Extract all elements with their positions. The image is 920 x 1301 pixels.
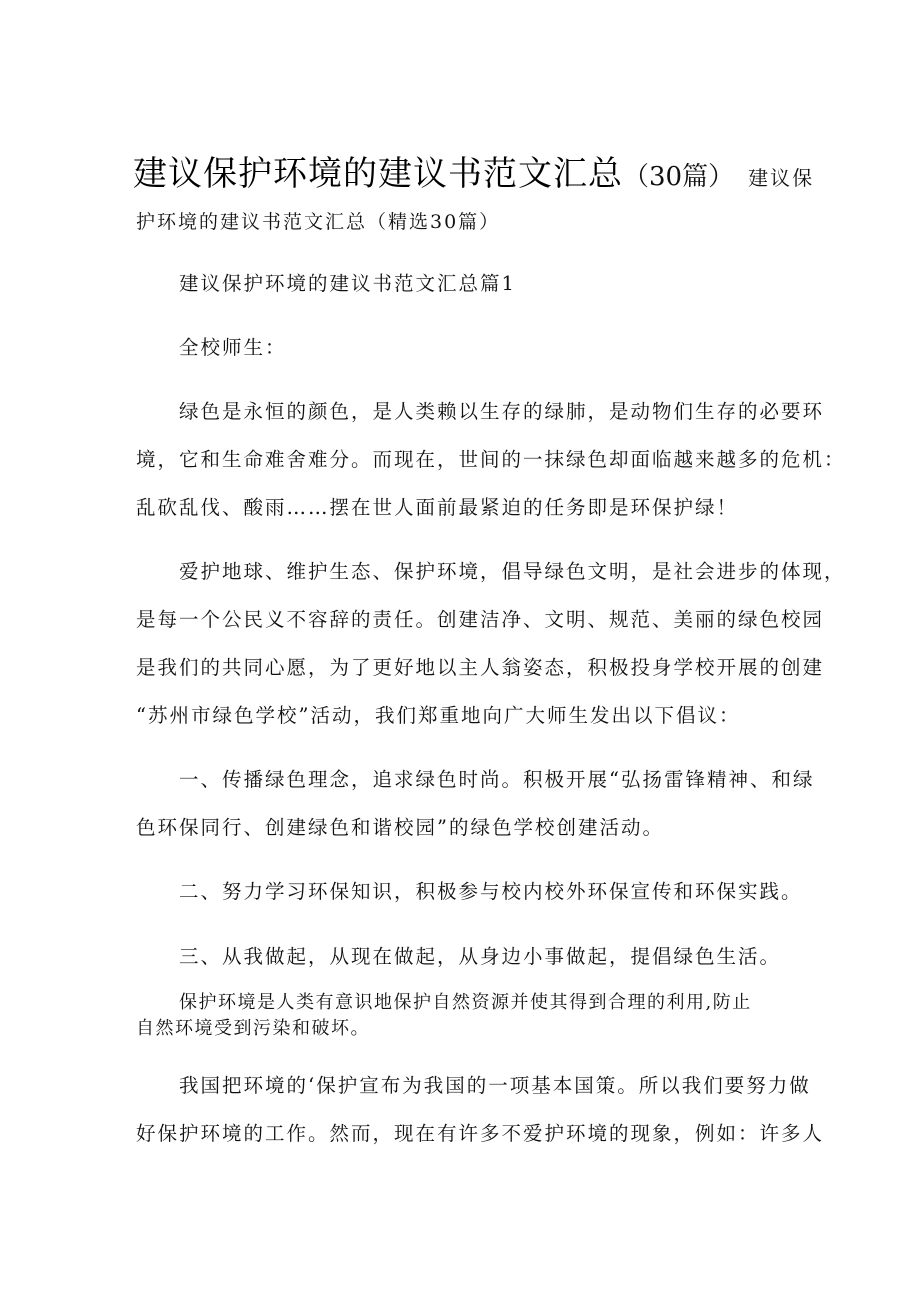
document-title [133,146,814,195]
paragraph-line: 二、努力学习环保知识，积极参与校内校外环保宣传和环保实践。 [179,880,803,903]
paragraph-line: 保护环境是人类有意识地保护自然资源并使其得到合理的利用,防止 [179,992,752,1013]
paragraph-line: 乱砍乱伐、酸雨……摆在世人面前最紧迫的任务即是环保护绿！ [136,496,739,519]
paragraph-line: “苏州市绿色学校”活动，我们郑重地向广大师生发出以下倡议： [136,704,741,727]
paragraph-line: 三、从我做起，从现在做起，从身边小事做起，提倡绿色生活。 [179,945,782,968]
paragraph-line: 我国把环境的‘保护宣布为我国的一项基本国策。所以我们要努力做 [179,1074,811,1097]
salutation: 全校师生： [179,336,287,359]
paragraph-line: 是我们的共同心愿，为了更好地以主人翁姿态，积极投身学校开展的创建 [136,656,825,679]
paragraph-line: 绿色是永恒的颜色，是人类赖以生存的绿肺，是动物们生存的必要环 [179,400,825,423]
paragraph-line: 一、传播绿色理念，追求绿色时尚。积极开展“弘扬雷锋精神、和绿 [179,768,815,791]
paragraph-line: 自然环境受到污染和破坏。 [136,1018,370,1039]
paragraph-line: 爱护地球、维护生态、保护环境，倡导绿色文明，是社会进步的体现， [179,560,846,583]
paragraph-line: 好保护环境的工作。然而，现在有许多不爱护环境的现象，例如：许多人 [136,1122,825,1145]
paragraph-line: 境，它和生命难舍难分。而现在，世间的一抹绿色却面临越来越多的危机： [136,448,846,471]
document-subtitle: 护环境的建议书范文汇总（精选30篇） [136,211,501,233]
paragraph-line: 色环保同行、创建绿色和谐校园”的绿色学校创建活动。 [136,816,664,839]
title-tail: 建议保 [748,166,815,190]
paragraph-line: 是每一个公民义不容辞的责任。创建洁净、文明、规范、美丽的绿色校园 [136,608,825,631]
title-main: 建议保护环境的建议书范文汇总 [133,154,623,194]
title-count: （30篇） [623,162,735,192]
section-heading: 建议保护环境的建议书范文汇总篇1 [179,272,516,295]
